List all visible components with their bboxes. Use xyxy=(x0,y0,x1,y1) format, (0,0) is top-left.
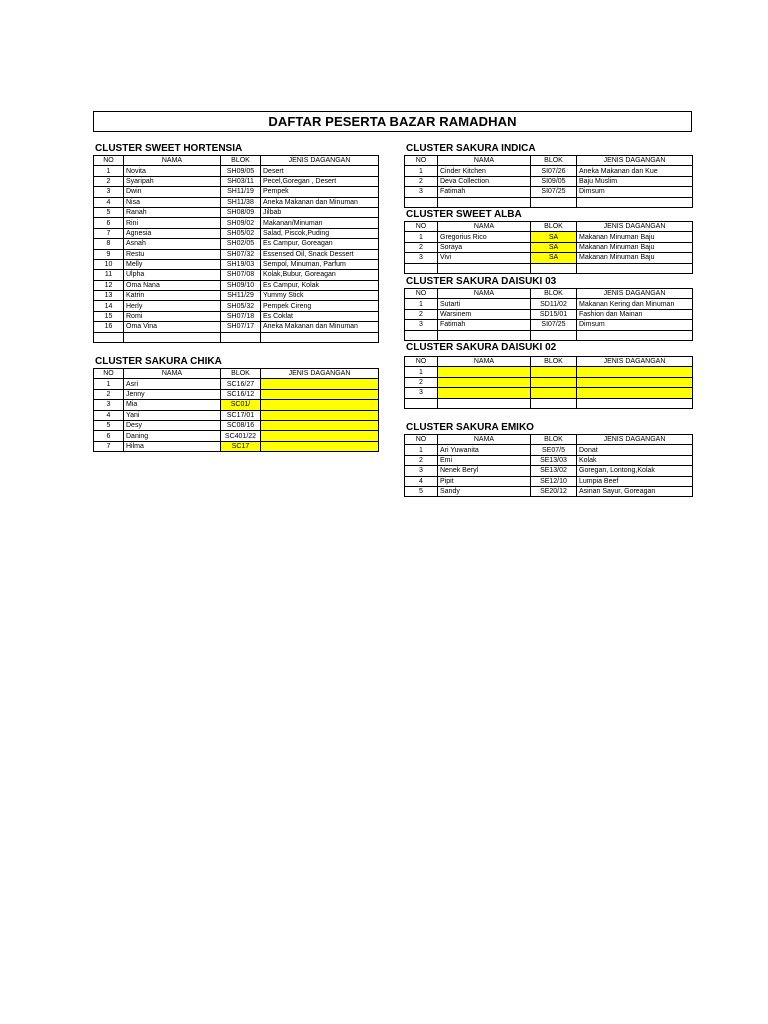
row-no: 2 xyxy=(405,455,438,465)
row-jenis: Yummy Stick xyxy=(261,291,379,301)
table-daisuki03 xyxy=(404,288,693,341)
header-no: NO xyxy=(94,369,124,379)
cluster-title-hortensia: CLUSTER SWEET HORTENSIA xyxy=(95,143,243,154)
row-nama: Agnesia xyxy=(124,228,221,238)
row-no: 1 xyxy=(405,166,438,176)
row-nama: Warsinem xyxy=(438,309,531,319)
row-blok: SA xyxy=(531,242,577,252)
row-nama: Desy xyxy=(124,420,221,430)
row-jenis: Essensed Oil, Snack Dessert xyxy=(261,249,379,259)
table-row xyxy=(405,242,693,252)
row-blok: SI07/26 xyxy=(531,166,577,176)
row-no: 1 xyxy=(405,232,438,242)
row-jenis: Asinan Sayur, Goreagan xyxy=(577,486,693,496)
row-jenis: Kolak,Bubur, Goreagan xyxy=(261,270,379,280)
row-nama: Ulpha xyxy=(124,270,221,280)
header-blok: BLOK xyxy=(221,156,261,166)
row-jenis: Baju Muslim xyxy=(577,176,693,186)
row-no: 3 xyxy=(94,187,124,197)
table-row xyxy=(94,166,379,176)
row-no: 3 xyxy=(94,400,124,410)
header-nama: NAMA xyxy=(438,222,531,232)
row-jenis xyxy=(261,400,379,410)
table-row xyxy=(94,218,379,228)
row-no: 11 xyxy=(94,270,124,280)
row-nama: Deva Collection xyxy=(438,176,531,186)
table-row xyxy=(405,476,693,486)
row-nama: Fatimah xyxy=(438,320,531,330)
row-no: 5 xyxy=(405,486,438,496)
row-nama: Ari Yuwanita xyxy=(438,445,531,455)
header-jenis: JENIS DAGANGAN xyxy=(577,156,693,166)
row-no: 4 xyxy=(94,197,124,207)
row-nama: Jenny xyxy=(124,389,221,399)
header-blok: BLOK xyxy=(531,357,577,367)
table-row xyxy=(94,280,379,290)
row-blok: SH07/18 xyxy=(221,311,261,321)
row-no: 2 xyxy=(405,176,438,186)
row-nama: Nisa xyxy=(124,197,221,207)
table-row xyxy=(94,207,379,217)
row-nama: Soraya xyxy=(438,242,531,252)
row-blok: SE07/5 xyxy=(531,445,577,455)
row-jenis xyxy=(577,367,693,377)
table-row xyxy=(94,228,379,238)
row-jenis: Aneka Makanan dan Kue xyxy=(577,166,693,176)
row-jenis: Makanan Minuman Baju xyxy=(577,253,693,263)
row-jenis: Makanan Minuman Baju xyxy=(577,232,693,242)
table-row xyxy=(405,486,693,496)
row-jenis: Es Campur, Goreagan xyxy=(261,239,379,249)
row-jenis: Pempek Cireng xyxy=(261,301,379,311)
table-row xyxy=(405,309,693,319)
table-emiko xyxy=(404,434,693,497)
row-no: 3 xyxy=(405,187,438,197)
table-row xyxy=(94,389,379,399)
row-blok: SI07/25 xyxy=(531,320,577,330)
row-no: 3 xyxy=(405,253,438,263)
header-jenis: JENIS DAGANGAN xyxy=(577,222,693,232)
header-nama: NAMA xyxy=(124,369,221,379)
row-nama: Sutarti xyxy=(438,299,531,309)
cluster-title-indica: CLUSTER SAKURA INDICA xyxy=(406,143,536,154)
row-nama: Asnah xyxy=(124,239,221,249)
table-header xyxy=(405,357,693,367)
row-no: 2 xyxy=(94,389,124,399)
row-blok: SC01/ xyxy=(221,400,261,410)
table-row xyxy=(94,441,379,451)
header-jenis: JENIS DAGANGAN xyxy=(577,357,693,367)
row-no: 7 xyxy=(94,441,124,451)
table-row xyxy=(405,388,693,398)
row-jenis: Donat xyxy=(577,445,693,455)
row-blok: SH09/02 xyxy=(221,218,261,228)
table-row xyxy=(94,379,379,389)
row-no: 4 xyxy=(405,476,438,486)
header-no: NO xyxy=(405,156,438,166)
row-jenis xyxy=(261,441,379,451)
row-blok: SE13/03 xyxy=(531,455,577,465)
row-jenis: Aneka Makanan dan Minuman xyxy=(261,322,379,332)
row-no: 7 xyxy=(94,228,124,238)
table-header xyxy=(405,435,693,445)
row-jenis xyxy=(577,377,693,387)
row-nama: Hilma xyxy=(124,441,221,451)
table-row xyxy=(405,367,693,377)
row-blok: SA xyxy=(531,253,577,263)
row-blok: SH08/09 xyxy=(221,207,261,217)
row-no: 1 xyxy=(405,299,438,309)
page-title: DAFTAR PESERTA BAZAR RAMADHAN xyxy=(93,111,692,132)
table-header xyxy=(405,222,693,232)
header-no: NO xyxy=(94,156,124,166)
row-jenis: Jilbab xyxy=(261,207,379,217)
row-no: 1 xyxy=(94,166,124,176)
row-jenis: Makanan Kering dan Minuman xyxy=(577,299,693,309)
row-blok: SH09/10 xyxy=(221,280,261,290)
row-nama: Fatimah xyxy=(438,187,531,197)
row-nama xyxy=(438,367,531,377)
table-row xyxy=(94,311,379,321)
table-indica xyxy=(404,155,693,208)
table-header xyxy=(94,156,379,166)
row-jenis: Pempek xyxy=(261,187,379,197)
table-row xyxy=(405,299,693,309)
row-blok: SA xyxy=(531,232,577,242)
row-no: 3 xyxy=(405,466,438,476)
table-row xyxy=(405,232,693,242)
row-nama: Gregorius Rico xyxy=(438,232,531,242)
table-row xyxy=(405,166,693,176)
row-blok: SH11/38 xyxy=(221,197,261,207)
row-no: 13 xyxy=(94,291,124,301)
table-row xyxy=(405,176,693,186)
header-nama: NAMA xyxy=(438,435,531,445)
row-blok: SC17 xyxy=(221,441,261,451)
row-blok: SH07/17 xyxy=(221,322,261,332)
row-jenis: Lumpia Beef xyxy=(577,476,693,486)
table-header xyxy=(405,289,693,299)
row-nama: Oma Nana xyxy=(124,280,221,290)
row-blok xyxy=(531,367,577,377)
table-row xyxy=(94,431,379,441)
table-header xyxy=(94,369,379,379)
header-no: NO xyxy=(405,435,438,445)
header-nama: NAMA xyxy=(124,156,221,166)
row-nama: Asri xyxy=(124,379,221,389)
table-row xyxy=(94,197,379,207)
row-jenis xyxy=(261,420,379,430)
table-row xyxy=(405,187,693,197)
row-nama: Novita xyxy=(124,166,221,176)
row-jenis: Desert xyxy=(261,166,379,176)
table-row xyxy=(94,239,379,249)
row-no: 1 xyxy=(94,379,124,389)
row-nama: Pipit xyxy=(438,476,531,486)
row-jenis xyxy=(261,410,379,420)
row-no: 3 xyxy=(405,320,438,330)
header-blok: BLOK xyxy=(531,289,577,299)
header-jenis: JENIS DAGANGAN xyxy=(261,369,379,379)
table-daisuki02 xyxy=(404,356,693,409)
row-no: 2 xyxy=(405,242,438,252)
row-nama: Nenek Beryl xyxy=(438,466,531,476)
table-row xyxy=(94,291,379,301)
row-jenis: Salad, Piscok,Puding xyxy=(261,228,379,238)
header-nama: NAMA xyxy=(438,289,531,299)
table-alba xyxy=(404,221,693,274)
row-no: 16 xyxy=(94,322,124,332)
row-jenis: Makanan/Minuman xyxy=(261,218,379,228)
table-row xyxy=(405,445,693,455)
table-row xyxy=(94,259,379,269)
row-nama xyxy=(438,377,531,387)
header-jenis: JENIS DAGANGAN xyxy=(577,435,693,445)
cluster-title-daisuki03: CLUSTER SAKURA DAISUKI 03 xyxy=(406,276,557,287)
row-nama: Restu xyxy=(124,249,221,259)
row-blok: SC16/12 xyxy=(221,389,261,399)
row-nama xyxy=(438,388,531,398)
row-blok: SH02/05 xyxy=(221,239,261,249)
row-blok: SH07/08 xyxy=(221,270,261,280)
row-jenis: Aneka Makanan dan Minuman xyxy=(261,197,379,207)
row-nama: Yani xyxy=(124,410,221,420)
table-row-empty xyxy=(405,197,693,207)
row-nama: Melly xyxy=(124,259,221,269)
row-nama: Dwin xyxy=(124,187,221,197)
row-blok: SH19/03 xyxy=(221,259,261,269)
row-jenis: Fashion dan Mainan xyxy=(577,309,693,319)
row-blok: SC16/27 xyxy=(221,379,261,389)
row-blok: SC17/01 xyxy=(221,410,261,420)
row-nama: Syaripah xyxy=(124,176,221,186)
row-jenis: Goregan, Lontong,Kolak xyxy=(577,466,693,476)
header-nama: NAMA xyxy=(438,156,531,166)
row-no: 14 xyxy=(94,301,124,311)
header-no: NO xyxy=(405,289,438,299)
row-nama: Katrin xyxy=(124,291,221,301)
row-jenis xyxy=(261,389,379,399)
table-row xyxy=(405,253,693,263)
table-row xyxy=(405,466,693,476)
row-nama: Ranah xyxy=(124,207,221,217)
row-nama: Daning xyxy=(124,431,221,441)
row-no: 9 xyxy=(94,249,124,259)
cluster-title-daisuki02: CLUSTER SAKURA DAISUKI 02 xyxy=(406,342,557,353)
row-blok: SH07/32 xyxy=(221,249,261,259)
row-jenis xyxy=(261,379,379,389)
cluster-title-alba: CLUSTER SWEET ALBA xyxy=(406,209,522,220)
row-no: 2 xyxy=(405,309,438,319)
row-blok: SI09/05 xyxy=(531,176,577,186)
row-nama: Herly xyxy=(124,301,221,311)
row-jenis: Sempol, Minuman, Parfum xyxy=(261,259,379,269)
header-jenis: JENIS DAGANGAN xyxy=(261,156,379,166)
row-jenis: Kolak xyxy=(577,455,693,465)
row-nama: Vivi xyxy=(438,253,531,263)
row-nama: Emi xyxy=(438,455,531,465)
row-no: 1 xyxy=(405,445,438,455)
table-chika xyxy=(93,368,379,452)
row-blok: SH03/11 xyxy=(221,176,261,186)
row-blok: SE12/10 xyxy=(531,476,577,486)
table-row xyxy=(94,322,379,332)
row-blok: SE20/12 xyxy=(531,486,577,496)
table-row-empty xyxy=(405,330,693,340)
row-jenis xyxy=(261,431,379,441)
header-jenis: JENIS DAGANGAN xyxy=(577,289,693,299)
row-blok: SH11/19 xyxy=(221,187,261,197)
row-nama: Rini xyxy=(124,218,221,228)
table-row xyxy=(94,420,379,430)
row-blok: SH09/05 xyxy=(221,166,261,176)
row-blok: SC401/22 xyxy=(221,431,261,441)
row-jenis: Es Coklat xyxy=(261,311,379,321)
row-blok: SH05/02 xyxy=(221,228,261,238)
header-blok: BLOK xyxy=(531,435,577,445)
row-no: 2 xyxy=(94,176,124,186)
row-blok: SE13/02 xyxy=(531,466,577,476)
row-nama: Sandy xyxy=(438,486,531,496)
row-no: 1 xyxy=(405,367,438,377)
table-row xyxy=(94,249,379,259)
row-nama: Oma Vina xyxy=(124,322,221,332)
table-row xyxy=(405,377,693,387)
row-no: 4 xyxy=(94,410,124,420)
cluster-title-emiko: CLUSTER SAKURA EMIKO xyxy=(406,422,534,433)
header-blok: BLOK xyxy=(531,222,577,232)
row-nama: Romi xyxy=(124,311,221,321)
row-blok: SD15/01 xyxy=(531,309,577,319)
table-row-empty xyxy=(94,332,379,342)
row-blok: SH11/29 xyxy=(221,291,261,301)
row-blok: SD11/02 xyxy=(531,299,577,309)
row-nama: Cinder Kitchen xyxy=(438,166,531,176)
row-nama: Mia xyxy=(124,400,221,410)
row-no: 3 xyxy=(405,388,438,398)
row-blok xyxy=(531,388,577,398)
row-no: 10 xyxy=(94,259,124,269)
table-row xyxy=(94,176,379,186)
row-no: 5 xyxy=(94,207,124,217)
row-jenis: Es Campur, Kolak xyxy=(261,280,379,290)
row-jenis: Dimsum xyxy=(577,187,693,197)
row-jenis: Dimsum xyxy=(577,320,693,330)
row-blok xyxy=(531,377,577,387)
table-header xyxy=(405,156,693,166)
header-nama: NAMA xyxy=(438,357,531,367)
row-no: 6 xyxy=(94,218,124,228)
table-row-empty xyxy=(405,398,693,408)
table-row-empty xyxy=(405,263,693,273)
row-no: 2 xyxy=(405,377,438,387)
table-row xyxy=(94,270,379,280)
table-row xyxy=(94,400,379,410)
header-no: NO xyxy=(405,357,438,367)
table-row xyxy=(94,187,379,197)
row-blok: SI07/25 xyxy=(531,187,577,197)
table-row xyxy=(94,410,379,420)
table-hortensia xyxy=(93,155,379,343)
header-blok: BLOK xyxy=(531,156,577,166)
row-no: 8 xyxy=(94,239,124,249)
row-no: 5 xyxy=(94,420,124,430)
table-row xyxy=(405,455,693,465)
header-no: NO xyxy=(405,222,438,232)
row-jenis: Pecel,Goregan , Desert xyxy=(261,176,379,186)
cluster-title-chika: CLUSTER SAKURA CHIKA xyxy=(95,356,222,367)
table-row xyxy=(94,301,379,311)
row-blok: SH05/32 xyxy=(221,301,261,311)
row-no: 6 xyxy=(94,431,124,441)
row-no: 15 xyxy=(94,311,124,321)
table-row xyxy=(405,320,693,330)
row-jenis xyxy=(577,388,693,398)
row-jenis: Makanan Minuman Baju xyxy=(577,242,693,252)
row-no: 12 xyxy=(94,280,124,290)
row-blok: SC08/16 xyxy=(221,420,261,430)
header-blok: BLOK xyxy=(221,369,261,379)
